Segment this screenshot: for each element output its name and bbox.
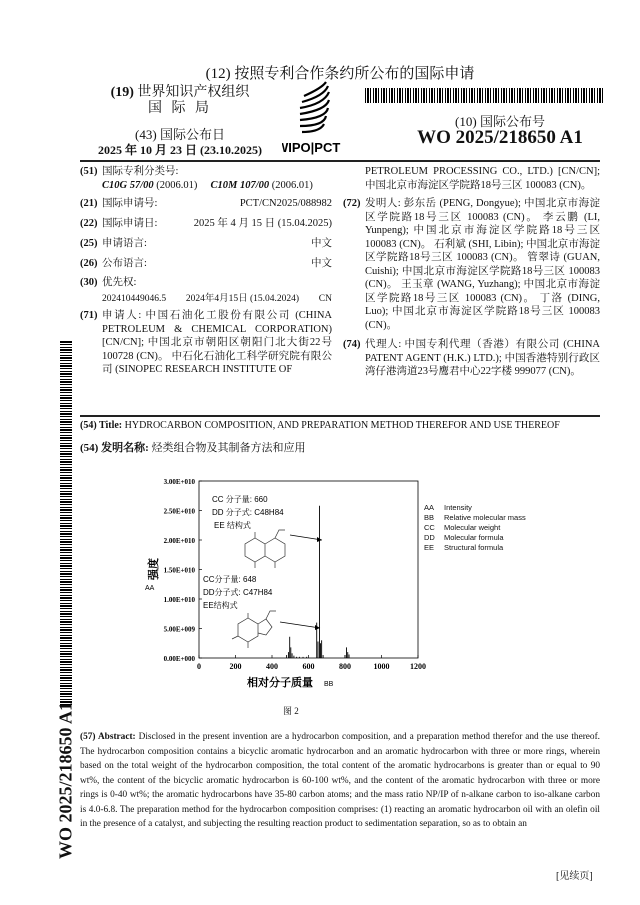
legend-item (424, 513, 526, 523)
abstract (80, 730, 600, 832)
formula-value: C47H84 (243, 588, 273, 597)
y-tick-label: 1.00E+010 (163, 596, 195, 604)
pub-lang-label: 公布语言: (102, 258, 147, 269)
y-axis-code: AA (145, 585, 155, 592)
org-name-row (95, 84, 265, 101)
naphthalene-structure-icon (245, 530, 285, 568)
pubdate: 2025 年 10 月 23 日 (23.10.2025) (98, 143, 262, 157)
document-type: (12) 按照专利合作条约所公布的国际申请 (205, 66, 475, 82)
side-publication-number: WO 2025/218650 A1 (55, 702, 76, 860)
indane-structure-icon (232, 611, 276, 648)
legend-code: AA (424, 503, 435, 512)
y-tick-label: 1.50E+010 (163, 566, 195, 575)
applicant: 申请人: 中国石油化工股份有限公司 (CHINA PETROLEUM & CHEMICAL CORPORATION) [CN/CN]; 中国北京市朝阳区朝阳门北大街22号 100728 (CN)。 中石化石油化工科学研究院有限公司 (SINOPEC RESEARCH INSTITUTE OF (102, 310, 332, 375)
annotation-648 (203, 574, 320, 648)
wipo-logo (282, 78, 362, 158)
org-name: 世界知识产权组织 (137, 85, 250, 100)
annotation-660 (212, 494, 322, 568)
legend-text: Molecular weight (444, 523, 501, 532)
svg-text:CC 分子量: 660 (212, 494, 268, 504)
ipc-code: C10M 107/00 (210, 180, 270, 191)
pubdate-label: (43) 国际公布日 (135, 127, 225, 142)
side-barcode (60, 340, 72, 705)
formula-value: C48H84 (254, 508, 284, 517)
field-num: (30) (80, 277, 98, 288)
abstract-text: Disclosed in the present invention are a hydrocarbon composition, and a preparation method therefor and the use thereof. The hydrocarbon composition contains a bicyclic aromatic hydrocarbon and an aromatic hydrocarbon with three or more rings, wherein based on the total weight of the hydrocarbon composition, the total content of the aromatic hydrocarbons is greater than or equal to 90 wt%, the content of the bicyclic aromatic hydrocarbon is 60-100 wt%, and the content of the aromatic hydrocarbon with three or more rings is 0-40 wt%; the aromatic hydrocarbons have 35-80 carbon atoms; and the mass ratio NP/IP of n-alkane carbon to iso-alkane carbon is 4.0-6.8. The preparation method for the hydrocarbon composition comprises: (1) reacting an aromatic hydrocarbon oil with an olefin oil in the presence of a catalyst, and subjecting the resulting reaction product to sedimentation separation, so as to obtain an (80, 732, 600, 829)
legend-text: Intensity (444, 503, 472, 512)
formula-label: DD分子式: (203, 588, 241, 597)
title-zh-label: (54) 发明名称: (80, 442, 149, 454)
y-tick-label: 0.00E+000 (163, 655, 195, 663)
appdate-label: 国际申请日: (102, 218, 158, 229)
formula-label: DD 分子式: (212, 508, 252, 517)
priority-number: 202410449046.5 (102, 294, 167, 304)
x-axis-code: BB (324, 681, 334, 688)
svg-text:CC分子量: 648 (203, 574, 257, 584)
x-tick-label: 600 (302, 662, 315, 671)
inventors: 发明人: 彭东岳 (PENG, Dongyue); 中国北京市海淀区学院路18号三区 100083 (CN)。 李云鹏 (LI, Yunpeng); 中国北京市海淀区学院路18号三区 100083 (CN)。 石利斌 (SHI, Libin); 中国北京市海淀区学院路18号三区 100083 (CN)。 管翠诗 (GUAN, Cuishi); 中国北京市海淀区学院路18号三区 100083 (CN)。 王玉章 (WANG, Yuzhang); 中国北京市海淀区学院路18号三区 100083 (CN)。 丁洛 (DING, Luo); 中国北京市海淀区学院路18号三区 100083 (CN)。 (365, 198, 600, 331)
divider (80, 415, 600, 417)
struct-label: EE结构式 (203, 601, 238, 610)
legend-text: Molecular formula (444, 533, 504, 542)
x-tick-label: 1200 (410, 662, 426, 671)
title-zh-row (80, 439, 306, 455)
publication-number: WO 2025/218650 A1 (417, 127, 583, 148)
x-tick-label: 1000 (373, 662, 390, 671)
y-tick-label: 2.00E+010 (163, 537, 195, 545)
ipc-date: (2006.01) (271, 180, 313, 191)
field-num: (22) (80, 218, 98, 229)
legend-code: BB (424, 513, 435, 522)
title-en-label: (54) Title: (80, 420, 123, 431)
filing-language: 中文 (311, 238, 332, 249)
x-tick-label: 200 (229, 662, 242, 671)
x-axis-label: 相对分子质量 (247, 677, 313, 689)
ipc-label: 国际专利分类号: (102, 166, 179, 177)
field-num: (74) (343, 339, 361, 350)
mw-value: 648 (243, 575, 257, 584)
org-num: (19) (110, 85, 134, 100)
arrow-icon (280, 622, 320, 628)
ipc-code: C10G 57/00 (102, 180, 154, 191)
y-tick-label: 2.50E+010 (163, 507, 195, 516)
legend-code: DD (424, 533, 435, 542)
pubno-label: (10) 国际公布号 (455, 114, 545, 129)
legend-code: EE (424, 543, 435, 552)
divider (80, 160, 600, 162)
title-en: HYDROCARBON COMPOSITION, AND PREPARATION METHOD THEREFOR AND USE THEREOF (124, 420, 560, 431)
svg-text:DD 分子式: C48H84 (212, 507, 284, 517)
application-number: PCT/CN2025/088982 (239, 198, 332, 209)
priority-label: 优先权: (102, 277, 137, 288)
legend-code: CC (424, 523, 435, 532)
mw-value: 660 (254, 495, 268, 504)
title-en-row (80, 420, 560, 431)
legend-item (424, 503, 526, 513)
bibliographic-left (80, 165, 332, 379)
struct-label: EE 结构式 (214, 521, 251, 530)
mass-spectrum-chart (130, 470, 430, 695)
mw-label: CC 分子量: (212, 495, 252, 504)
field-num: (26) (80, 258, 98, 269)
title-zh: 烃类组合物及其制备方法和应用 (151, 442, 306, 454)
field-num: (71) (80, 310, 98, 321)
legend-item (424, 533, 526, 543)
field-num: (25) (80, 238, 98, 249)
filing-lang-label: 申请语言: (102, 238, 147, 249)
org-sub: 国 际 局 (148, 101, 212, 116)
x-tick-label: 0 (197, 662, 201, 671)
legend-text: Structural formula (444, 543, 504, 552)
barcode (365, 88, 605, 103)
ipc-date: (2006.01) (156, 180, 198, 191)
y-tick-label: 5.00E+009 (163, 625, 195, 634)
field-num: (51) (80, 166, 98, 177)
field-num: (21) (80, 198, 98, 209)
chart-legend (424, 503, 526, 553)
agent: 代理人: 中国专利代理（香港）有限公司 (CHINA PATENT AGENT (H.K.) LTD.); 中国香港特别行政区湾仔港湾道23号鹰君中心22字楼 999077 (CN)。 (365, 339, 600, 377)
x-tick-label: 400 (266, 662, 278, 671)
priority-country: CN (318, 294, 332, 304)
application-date: 2025 年 4 月 15 日 (15.04.2025) (193, 218, 332, 229)
x-tick-label: 800 (339, 662, 351, 671)
legend-text: Relative molecular mass (444, 513, 526, 522)
figure-caption: 图 2 (283, 706, 299, 716)
applicant-continued: PETROLEUM PROCESSING CO., LTD.) [CN/CN]; 中国北京市海淀区学院路18号三区 100083 (CN)。 (365, 166, 600, 191)
wipo-globe-icon (282, 78, 362, 158)
priority-date: 2024年4月15日 (15.04.2024) (185, 294, 300, 304)
logo-text: WIPO|PCT (282, 140, 341, 155)
field-num: (72) (343, 198, 361, 209)
bibliographic-right (343, 165, 600, 381)
appno-label: 国际申请号: (102, 198, 158, 209)
y-axis-label: 强度 (148, 558, 160, 580)
y-tick-label: 3.00E+010 (163, 478, 195, 486)
publication-language: 中文 (311, 258, 332, 269)
mw-label: CC分子量: (203, 575, 241, 584)
legend-item (424, 523, 526, 533)
continued-marker: [见续页] (556, 871, 593, 882)
abstract-label: (57) Abstract: (80, 732, 136, 742)
legend-item (424, 543, 526, 553)
svg-text:DD分子式: C47H84 (203, 587, 273, 597)
